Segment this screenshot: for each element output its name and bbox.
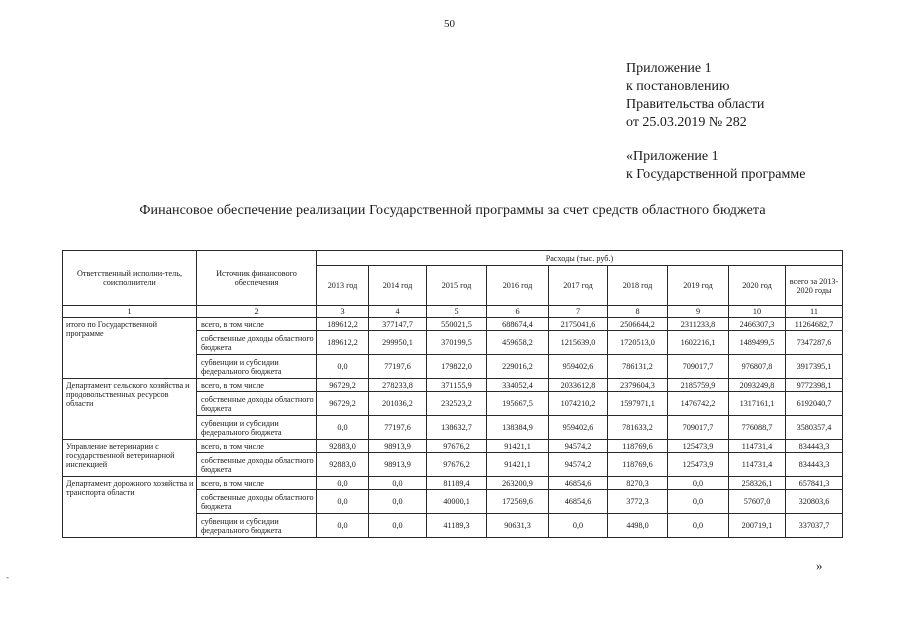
value-cell: 46854,6	[549, 477, 608, 490]
value-cell: 1476742,2	[668, 392, 729, 416]
value-cell: 91421,1	[487, 453, 549, 477]
column-numbers-row	[63, 306, 843, 318]
value-cell: 201036,2	[369, 392, 427, 416]
value-cell: 46854,6	[549, 490, 608, 514]
value-cell: 320803,6	[786, 490, 843, 514]
value-cell: 125473,9	[668, 453, 729, 477]
source-cell: собственные доходы областного бюджета	[197, 331, 317, 355]
value-cell: 172569,6	[487, 490, 549, 514]
value-cell: 976807,8	[729, 355, 786, 379]
appendix-block	[626, 60, 764, 132]
value-cell: 0,0	[668, 477, 729, 490]
source-cell: всего, в том числе	[197, 318, 317, 331]
value-cell: 709017,7	[668, 416, 729, 440]
value-cell: 299950,1	[369, 331, 427, 355]
appendix-line: Правительства области	[626, 97, 765, 112]
value-cell: 776088,7	[729, 416, 786, 440]
responsible-cell: итого по Государственной программе	[63, 318, 197, 379]
value-cell: 118769,6	[608, 440, 668, 453]
value-cell: 91421,1	[487, 440, 549, 453]
value-cell: 1317161,1	[729, 392, 786, 416]
value-cell: 959402,6	[549, 355, 608, 379]
value-cell: 229016,2	[487, 355, 549, 379]
appendix-line: «Приложение 1	[626, 149, 719, 164]
value-cell: 8270,3	[608, 477, 668, 490]
value-cell: 189612,2	[317, 318, 369, 331]
value-cell: 9772398,1	[786, 379, 843, 392]
financing-table	[62, 250, 843, 538]
source-cell: субвенции и субсидии федерального бюджета	[197, 355, 317, 379]
appendix-line: к Государственной программе	[626, 167, 806, 182]
value-cell: 232523,2	[427, 392, 487, 416]
header-row	[63, 251, 843, 266]
value-cell: 11264682,7	[786, 318, 843, 331]
value-cell: 138632,7	[427, 416, 487, 440]
value-cell: 200719,1	[729, 514, 786, 538]
responsible-cell: Департамент дорожного хозяйства и транспорта области	[63, 477, 197, 538]
value-cell: 114731,4	[729, 440, 786, 453]
value-cell: 0,0	[369, 477, 427, 490]
value-cell: 1602216,1	[668, 331, 729, 355]
col-header-expenses: Расходы (тыс. руб.)	[317, 251, 843, 266]
year-header: 2020 год	[729, 266, 786, 306]
value-cell: 3917395,1	[786, 355, 843, 379]
value-cell: 2185759,9	[668, 379, 729, 392]
value-cell: 179822,0	[427, 355, 487, 379]
value-cell: 1489499,5	[729, 331, 786, 355]
value-cell: 1215639,0	[549, 331, 608, 355]
value-cell: 118769,6	[608, 453, 668, 477]
value-cell: 0,0	[317, 477, 369, 490]
closing-quote: »	[816, 558, 823, 573]
source-cell: всего, в том числе	[197, 379, 317, 392]
column-number: 7	[549, 306, 608, 318]
value-cell: 81189,4	[427, 477, 487, 490]
value-cell: 550021,5	[427, 318, 487, 331]
source-cell: собственные доходы областного бюджета	[197, 453, 317, 477]
appendix-line: Приложение 1	[626, 61, 712, 76]
appendix-block-2	[626, 148, 805, 184]
value-cell: 90631,3	[487, 514, 549, 538]
value-cell: 114731,4	[729, 453, 786, 477]
value-cell: 834443,3	[786, 453, 843, 477]
value-cell: 0,0	[317, 514, 369, 538]
value-cell: 2175041,6	[549, 318, 608, 331]
value-cell: 2466307,3	[729, 318, 786, 331]
appendix-line: к постановлению	[626, 79, 730, 94]
column-number: 4	[369, 306, 427, 318]
value-cell: 3772,3	[608, 490, 668, 514]
value-cell: 459658,2	[487, 331, 549, 355]
value-cell: 0,0	[317, 416, 369, 440]
value-cell: 96729,2	[317, 379, 369, 392]
column-number: 11	[786, 306, 843, 318]
column-number: 6	[487, 306, 549, 318]
value-cell: 2311233,8	[668, 318, 729, 331]
value-cell: 0,0	[369, 514, 427, 538]
value-cell: 7347287,6	[786, 331, 843, 355]
source-cell: субвенции и субсидии федерального бюджета	[197, 416, 317, 440]
table-row	[63, 440, 843, 453]
appendix-line: от 25.03.2019 № 282	[626, 115, 747, 130]
value-cell: 2093249,8	[729, 379, 786, 392]
col-header-responsible: Ответственный исполни-тель, соисполнители	[63, 251, 197, 306]
col-header-source: Источник финансового обеспечения	[197, 251, 317, 306]
value-cell: 77197,6	[369, 416, 427, 440]
value-cell: 0,0	[549, 514, 608, 538]
value-cell: 189612,2	[317, 331, 369, 355]
value-cell: 3580357,4	[786, 416, 843, 440]
column-number: 10	[729, 306, 786, 318]
document-title: Финансовое обеспечение реализации Государственной программы за счет средств областного бюджета	[139, 203, 766, 218]
column-number: 1	[63, 306, 197, 318]
column-number: 8	[608, 306, 668, 318]
year-header: 2018 год	[608, 266, 668, 306]
value-cell: 1074210,2	[549, 392, 608, 416]
value-cell: 96729,2	[317, 392, 369, 416]
value-cell: 2506644,2	[608, 318, 668, 331]
value-cell: 709017,7	[668, 355, 729, 379]
value-cell: 4498,0	[608, 514, 668, 538]
value-cell: 959402,6	[549, 416, 608, 440]
value-cell: 77197,6	[369, 355, 427, 379]
value-cell: 258326,1	[729, 477, 786, 490]
value-cell: 138384,9	[487, 416, 549, 440]
column-number: 3	[317, 306, 369, 318]
value-cell: 0,0	[317, 355, 369, 379]
value-cell: 98913,9	[369, 453, 427, 477]
column-number: 2	[197, 306, 317, 318]
value-cell: 2033612,8	[549, 379, 608, 392]
year-header: всего за 2013-2020 годы	[786, 266, 843, 306]
value-cell: 0,0	[668, 490, 729, 514]
page-number: 50	[444, 18, 455, 30]
value-cell: 263200,9	[487, 477, 549, 490]
source-cell: собственные доходы областного бюджета	[197, 392, 317, 416]
year-header: 2013 год	[317, 266, 369, 306]
year-header: 2016 год	[487, 266, 549, 306]
source-cell: субвенции и субсидии федерального бюджета	[197, 514, 317, 538]
value-cell: 125473,9	[668, 440, 729, 453]
value-cell: 1597971,1	[608, 392, 668, 416]
value-cell: 334052,4	[487, 379, 549, 392]
source-cell: собственные доходы областного бюджета	[197, 490, 317, 514]
value-cell: 2379604,3	[608, 379, 668, 392]
value-cell: 370199,5	[427, 331, 487, 355]
source-cell: всего, в том числе	[197, 440, 317, 453]
value-cell: 337037,7	[786, 514, 843, 538]
value-cell: 94574,2	[549, 440, 608, 453]
table-row	[63, 379, 843, 392]
value-cell: 377147,7	[369, 318, 427, 331]
value-cell: 40000,1	[427, 490, 487, 514]
value-cell: 92883,0	[317, 453, 369, 477]
value-cell: 0,0	[369, 490, 427, 514]
value-cell: 657841,3	[786, 477, 843, 490]
edge-mark: -	[6, 572, 9, 582]
value-cell: 6192040,7	[786, 392, 843, 416]
source-cell: всего, в том числе	[197, 477, 317, 490]
responsible-cell: Управление ветеринарии с государственной ветеринарной инспекцией	[63, 440, 197, 477]
table-row	[63, 318, 843, 331]
value-cell: 94574,2	[549, 453, 608, 477]
column-number: 5	[427, 306, 487, 318]
value-cell: 98913,9	[369, 440, 427, 453]
value-cell: 786131,2	[608, 355, 668, 379]
year-header: 2017 год	[549, 266, 608, 306]
value-cell: 371155,9	[427, 379, 487, 392]
value-cell: 97676,2	[427, 453, 487, 477]
value-cell: 688674,4	[487, 318, 549, 331]
value-cell: 834443,3	[786, 440, 843, 453]
value-cell: 781633,2	[608, 416, 668, 440]
value-cell: 97676,2	[427, 440, 487, 453]
value-cell: 0,0	[668, 514, 729, 538]
value-cell: 195667,5	[487, 392, 549, 416]
year-header: 2019 год	[668, 266, 729, 306]
value-cell: 0,0	[317, 490, 369, 514]
value-cell: 41189,3	[427, 514, 487, 538]
year-header: 2014 год	[369, 266, 427, 306]
responsible-cell: Департамент сельского хозяйства и продовольственных ресурсов области	[63, 379, 197, 440]
value-cell: 92883,0	[317, 440, 369, 453]
value-cell: 278233,8	[369, 379, 427, 392]
value-cell: 1720513,0	[608, 331, 668, 355]
value-cell: 57607,0	[729, 490, 786, 514]
year-header: 2015 год	[427, 266, 487, 306]
table-row	[63, 477, 843, 490]
column-number: 9	[668, 306, 729, 318]
